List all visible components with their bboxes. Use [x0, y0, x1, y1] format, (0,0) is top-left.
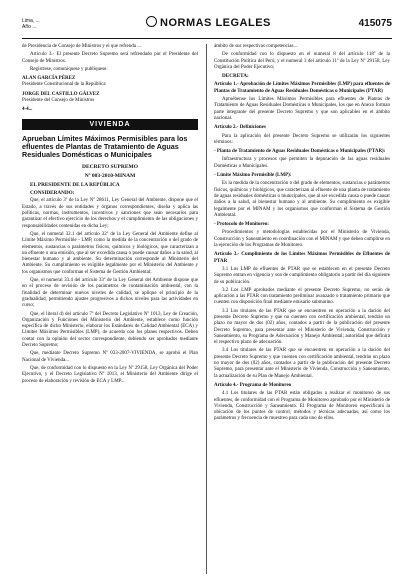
publication-name: NORMAS LEGALES	[160, 17, 271, 29]
article-heading: Artículo 3.- Cumplimiento de los Límites Máximos Permisibles de Efluentes de PTAR	[214, 252, 390, 264]
decreta-heading: DECRETA:	[222, 73, 249, 80]
right-paragraph: ámbito de sus respectivas competencias...	[214, 44, 298, 49]
definition-term: - Planta de Tratamiento de Aguas Residuales Domésticas o Municipales (PTAR):	[214, 149, 386, 155]
signature-role: Presidente del Consejo de Ministros	[22, 98, 95, 104]
publication-brand	[146, 16, 271, 29]
document-title: Aprueban Límites Máximos Permisibles para los efluentes de Plantas de Tratamiento de Aguas Residuales Domésticas o Municipales	[22, 133, 188, 160]
signature-name: ALAN GARCÍA PÉREZ	[22, 76, 76, 82]
left-column	[22, 44, 198, 387]
article-body: 3.2 Los LMP aprobados mediante el presente Decreto Supremo, no serán de aplicación a las PTAR con tratamiento preliminar avanzado o tratamiento primario que cuenten con disposición final mediante emisario submarino.	[214, 287, 390, 306]
decree-type: DECRETO SUPREMO	[82, 163, 138, 170]
section-banner: VIVIENDA	[22, 119, 198, 130]
definition-body: Es la medida de la concentración o del grado de elementos, sustancias o parámetros físicos, químicos y biológicos, que caracterizan al efluente de una planta de tratamiento de aguas residuales domésticas o municipales, que al ser excedida causa o puede causar daños a la salud, al bienestar humano y al ambiente. Su cumplimiento es exigible legalmente por el MINAM y los organismos que conforman el Sistema de Gestión Ambiental.	[214, 181, 390, 218]
header-date-line2: Año ...	[22, 24, 37, 30]
article-body: 3.4 Los titulares de las PTAR que se encuentren en operación a la dación del presente Decreto Supremo y que cuenten con certificación ambiental, tendrán un plazo no mayor de dos (02) años, contados a partir de la publicación del presente Decreto Supremo, para presentar ante el Ministerio de Vivienda, Construcción y Saneamiento, la actualización de su Plan de Manejo Ambiental.	[214, 348, 390, 379]
publication-logo-icon	[146, 16, 157, 27]
article-heading: Artículo 4.- Programa de Monitoreo	[214, 382, 292, 388]
right-column	[214, 44, 390, 425]
document-page	[22, 14, 392, 574]
definition-term: - Protocolo de Monitoreo:	[214, 222, 269, 228]
page-number: 415075	[358, 18, 392, 29]
considerando-paragraph: Que, el literal d) del artículo 7º del Decreto Legislativo Nº 1013, Ley de Creación, Organización y Funciones del Ministerio del Ambiente, establece como función específica de dicho Ministerio, elaborar los Estándares de Calidad Ambiental (ECA) y Límites Máximos Permisibles (LMP), de acuerdo con los planes respectivos. Deben contar con la opinión del sector correspondiente, debiendo ser aprobados mediante Decreto Supremo;	[22, 311, 198, 349]
signature-role: Presidente Constitucional de la República	[22, 82, 106, 88]
considerando-paragraph: Que, mediante Decreto Supremo Nº 033-2007-VIVIENDA, se aprobó el Plan Nacional de Vivienda...	[22, 351, 198, 363]
considerando-paragraph: Que, el artículo 3º de la Ley Nº 28611, Ley General del Ambiente, dispone que el Estado, a través de sus entidades y órganos correspondientes, diseña y aplica las políticas, normas, instrumentos, incentivos y sanciones que sean necesarios para garantizar el efectivo ejercicio de los derechos y el cumplimiento de las obligaciones y responsabilidades contenidas en dicha Ley;	[22, 198, 198, 229]
considerando-paragraph: Que, de conformidad con lo dispuesto en la Ley Nº 29158, Ley Orgánica del Poder Ejecutivo, y el Decreto Legislativo Nº 1013, el Ministerio del Ambiente dirige el proceso de elaboración y revisión de ECA y LMP...	[22, 365, 198, 384]
left-paragraph: Artículo 3.- El presente Decreto Supremo será refrendado por el Presidente del Consejo de Ministros.	[22, 52, 198, 64]
article-heading: Artículo 1.- Aprobación de Límites Máximos Permisibles (LMP) para efluentes de Plantas de Tratamiento de Aguas Residuales Domésticas o Municipales (PTAR)	[214, 82, 390, 94]
article-body: Para la aplicación del presente Decreto Supremo se utilizarán los siguientes términos:	[214, 133, 390, 145]
article-body: 3.3 Los titulares de las PTAR que se encuentren en operación a la dación del presente Decreto Supremo y que no cuenten con certificación ambiental, tendrán un plazo no mayor de dos (02) años, contados a partir de la publicación del presente Decreto Supremo, para presentar ante el Ministerio de Vivienda, Construcción y Saneamiento, su Programa de Adecuación y Manejo Ambiental; autoridad que definirá el respectivo plazo de adecuación.	[214, 308, 390, 346]
header-date	[22, 18, 40, 30]
article-heading: Artículo 2.- Definiciones	[214, 125, 266, 131]
decree-number: Nº 003-2010-MINAM	[84, 172, 136, 179]
left-paragraph: de Presidencia de Consejo de Ministros y el que refrenda ...	[22, 44, 141, 49]
header-date-line1: Lima, ...	[22, 18, 40, 24]
closing-formula: Regístrese, comuníquese y publíquese.	[30, 66, 108, 72]
reference-code: 4-4...	[22, 107, 33, 113]
considerando-heading: CONSIDERANDO:	[30, 190, 75, 197]
column-divider	[206, 44, 207, 574]
definition-body: Procedimientos y metodologías establecidas por el Ministerio de Vivienda, Construcción y Saneamiento en coordinación con el MINAM y que deben cumplirse en la ejecución de los Programas de Monitoreo.	[214, 230, 390, 249]
article-body: Apruébense los Límites Máximos Permisibles para efluentes de Plantas de Tratamiento de Aguas Residuales Domésticas o Municipales, los que en Anexo forman parte integrante del presente Decreto Supremo y que son aplicables en el ámbito nacional.	[214, 97, 390, 121]
article-body: 3.1 Los LMP de efluentes de PTAR que se establecen en el presente Decreto Supremo entran en vigencia y son de cumplimiento obligatorio a partir del día siguiente de su publicación.	[214, 266, 390, 285]
considerando-paragraph: Que, el numeral 33.4 del artículo 33º de la Ley General del Ambiente dispone que en el proceso de revisión de los parámetros de contaminación ambiental, con la finalidad de determinar nuevos niveles de calidad, se aplique el principio de la gradualidad, permitiendo ajustes progresivos a dichos niveles para las actividades en curso;	[22, 278, 198, 309]
authority-heading: EL PRESIDENTE DE LA REPÚBLICA	[30, 181, 120, 188]
article-body: 4.1 Los titulares de las PTAR están obligados a realizar el monitoreo de sus efluentes, de conformidad con el Programa de Monitoreo aprobado por el Ministerio de Vivienda, Construcción y Saneamiento. El Programa de Monitoreo especificará la ubicación de los puntos de control, métodos y técnicas adecuadas; así como los parámetros y frecuencia de muestreo para cada uno de ellos.	[214, 391, 390, 422]
signature-name: JORGE DEL CASTILLO GÁLVEZ	[22, 91, 100, 97]
considerando-paragraph: Que, el numeral 32.1 del artículo 32º de la Ley General del Ambiente define al Límite Máximo Permisible - LMP, como la medida de la concentración o del grado de elementos, sustancias o parámetros físicos, químicos y biológicos, que caracterizan a un efluente o una emisión, que al ser excedida causa o puede causar daños a la salud, al bienestar humano y al ambiente. Su determinación corresponde al Ministerio del Ambiente. Su cumplimiento es exigible legalmente por el Ministerio del Ambiente y los organismos que conforman el Sistema de Gestión Ambiental;	[22, 231, 198, 275]
right-paragraph: De conformidad con lo dispuesto en el numeral 8 del artículo 118º de la Constitución Política del Perú, y el numeral 3 del artículo 11º de la Ley Nº 29158, Ley Orgánica del Poder Ejecutivo;	[214, 52, 390, 70]
definition-term: - Límite Máximo Permisible (LMP):	[214, 173, 292, 179]
page-header	[22, 14, 392, 39]
definition-body: Infraestructura y procesos que permiten la depuración de las aguas residuales Domésticas o Municipales.	[214, 157, 390, 169]
